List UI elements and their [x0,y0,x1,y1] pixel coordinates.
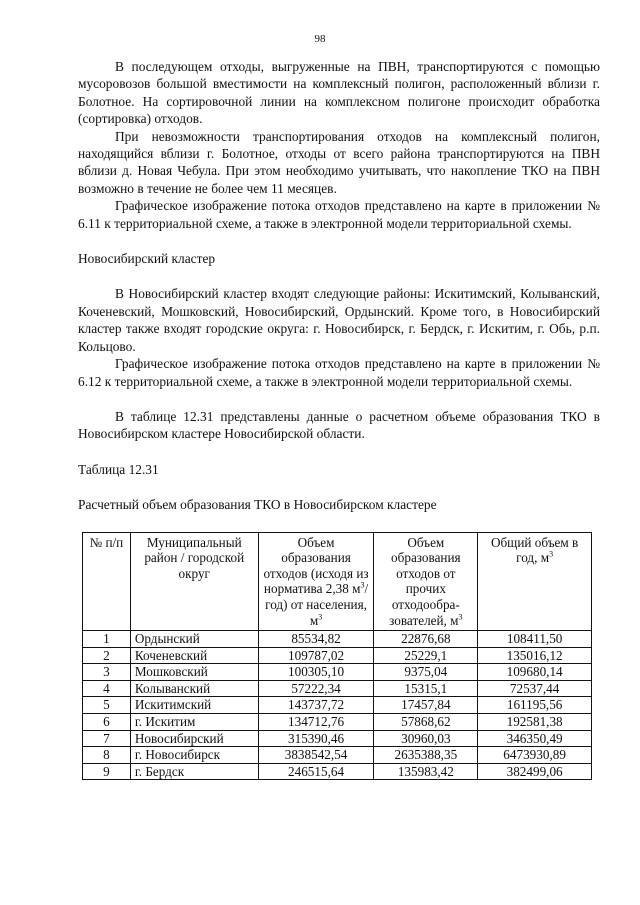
table-row [83,647,592,664]
cell-total-volume: 108411,50 [478,631,592,648]
cell-num: 6 [83,714,131,731]
table-row [83,631,592,648]
waste-volume-table [82,532,592,781]
cell-num: 9 [83,763,131,780]
table-row [83,714,592,731]
cell-municipality: г. Искитим [130,714,258,731]
cell-num: 1 [83,631,131,648]
cell-total-volume: 192581,38 [478,714,592,731]
cell-total-volume: 72537,44 [478,680,592,697]
cell-population-volume: 134712,76 [258,714,374,731]
table-row [83,747,592,764]
table-row [83,664,592,681]
cell-num: 7 [83,730,131,747]
header-num: № п/п [83,532,131,631]
cell-other-volume: 25229,1 [374,647,478,664]
cell-other-volume: 15315,1 [374,680,478,697]
page-number: 98 [314,33,326,45]
table-row [83,730,592,747]
cell-total-volume: 161195,56 [478,697,592,714]
cell-municipality: Искитимский [130,697,258,714]
document-body [78,58,600,780]
cell-municipality: Новосибирский [130,730,258,747]
table-label: Таблица 12.31 [78,461,159,477]
cell-other-volume: 135983,42 [374,763,478,780]
cell-other-volume: 17457,84 [374,697,478,714]
cell-num: 5 [83,697,131,714]
table-row [83,697,592,714]
cell-num: 3 [83,664,131,681]
cell-population-volume: 109787,02 [258,647,374,664]
cell-municipality: Коченевский [130,647,258,664]
cell-other-volume: 57868,62 [374,714,478,731]
cell-num: 8 [83,747,131,764]
cell-other-volume: 30960,03 [374,730,478,747]
table-row [83,680,592,697]
header-population-volume: Объем образования отходов (исходя из норматива 2,38 $м^3/год$) от населения, $м^3$ [258,532,374,631]
header-municipality: Муниципальный район / городской округ [130,532,258,631]
paragraph-disposal: В последующем отходы, выгруженные на ПВН, транспортируются с помощью мусоровозов большой вместимости на комплексный полигон, расположенный вблизи г. Болотное. На сортировочной линии на комплексном полигоне происходит обработка (сортировка) отходов. [78,59,600,127]
header-total-volume: Общий объем в год, $м^3$ [478,532,592,631]
cell-total-volume: 6473930,89 [478,747,592,764]
cell-total-volume: 346350,49 [478,730,592,747]
cell-population-volume: 57222,34 [258,680,374,697]
cell-num: 2 [83,647,131,664]
cell-population-volume: 100305,10 [258,664,374,681]
paragraph-map-reference-6-11: Графическое изображение потока отходов представлено на карте в приложении № 6.11 к территориальной схеме, а также в электронной модели территориальной схемы. [78,198,600,231]
cell-other-volume: 2635388,35 [374,747,478,764]
cell-other-volume: 22876,68 [374,631,478,648]
paragraph-cluster-composition: В Новосибирский кластер входят следующие районы: Искитимский, Колыванский, Коченевский, Мошковский, Новосибирский, Ордынский. Кроме того, в Новосибирский кластер также входят городские округа: г. Новосибирск, г. Бердск, г. Искитим, г. Обь, р.п. Кольцово. [78,286,600,354]
table-header-row [83,532,592,631]
cell-other-volume: 9375,04 [374,664,478,681]
cell-total-volume: 382499,06 [478,763,592,780]
cell-population-volume: 3838542,54 [258,747,374,764]
cell-num: 4 [83,680,131,697]
header-other-volume: Объем образования отходов от прочих отходообра-зователей, $м^3$ [374,532,478,631]
table-row [83,763,592,780]
cell-population-volume: 315390,46 [258,730,374,747]
cell-municipality: г. Новосибирск [130,747,258,764]
cell-municipality: г. Бердск [130,763,258,780]
paragraph-map-reference-6-12: Графическое изображение потока отходов представлено на карте в приложении № 6.12 к территориальной схеме, а также в электронной модели территориальной схемы. [78,356,600,389]
table-title: Расчетный объем образования ТКО в Новосибирском кластере [78,497,437,513]
cell-municipality: Колыванский [130,680,258,697]
section-heading: Новосибирский кластер [78,251,216,267]
cell-municipality: Мошковский [130,664,258,681]
cell-population-volume: 143737,72 [258,697,374,714]
cell-population-volume: 85534,82 [258,631,374,648]
paragraph-fallback-transport: При невозможности транспортирования отходов на комплексный полигон, находящийся вблизи г. Болотное, отходы от всего района транспортируются на ПВН вблизи д. Новая Чебула. При этом необходимо учитывать, что накопление ТКО на ПВН возможно в течение не более чем 11 месяцев. [78,128,600,196]
cell-municipality: Ордынский [130,631,258,648]
cell-total-volume: 135016,12 [478,647,592,664]
paragraph-table-intro: В таблице 12.31 представлены данные о расчетном объеме образования ТКО в Новосибирском кластере Новосибирской области. [78,408,600,442]
cell-total-volume: 109680,14 [478,664,592,681]
cell-population-volume: 246515,64 [258,763,374,780]
